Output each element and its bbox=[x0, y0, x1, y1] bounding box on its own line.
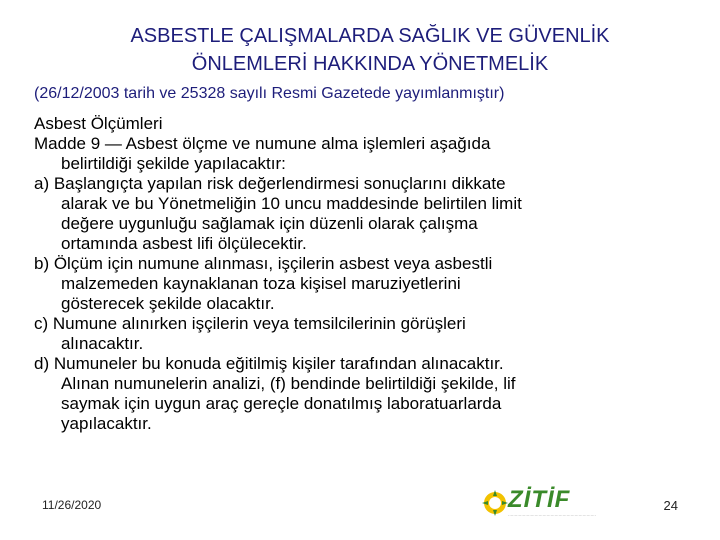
body-line: saymak için uygun araç gereçle donatılmış laboratuarlarda bbox=[61, 394, 502, 413]
slide-title-line-2: ÖNLEMLERİ HAKKINDA YÖNETMELİK bbox=[191, 53, 549, 75]
body-line: Asbest Ölçümleri bbox=[34, 114, 163, 133]
body-line: değere uygunluğu sağlamak için düzenli olarak çalışma bbox=[61, 214, 478, 233]
logo-tagline: ·································································· bbox=[508, 513, 596, 518]
body-line: alarak ve bu Yönetmeliğin 10 uncu maddesinde belirtilen limit bbox=[61, 194, 522, 213]
body-line: belirtildiği şekilde yapılacaktır: bbox=[61, 154, 286, 173]
body-line: malzemeden kaynaklanan toza kişisel maruziyetlerini bbox=[61, 274, 461, 293]
logo-emblem-icon bbox=[480, 488, 510, 518]
body-line: Madde 9 — Asbest ölçme ve numune alma işlemleri aşağıda bbox=[34, 134, 491, 153]
body-line: a) Başlangıçta yapılan risk değerlendirmesi sonuçlarını dikkate bbox=[34, 174, 506, 193]
body-line: ortamında asbest lifi ölçülecektir. bbox=[61, 234, 307, 253]
slide-title-line-1: ASBESTLE ÇALIŞMALARDA SAĞLIK VE GÜVENLİK bbox=[130, 25, 610, 47]
slide-title bbox=[60, 22, 680, 78]
body-line: Alınan numunelerin analizi, (f) bendinde belirtildiği şekilde, lif bbox=[61, 374, 516, 393]
ozitif-logo bbox=[480, 486, 628, 522]
footer-date: 11/26/2020 bbox=[42, 498, 102, 512]
slide-subtitle: (26/12/2003 tarih ve 25328 sayılı Resmi Gazetede yayımlanmıştır) bbox=[34, 85, 505, 102]
body-line: d) Numuneler bu konuda eğitilmiş kişiler tarafından alınacaktır. bbox=[34, 354, 504, 373]
slide-body bbox=[34, 114, 694, 434]
body-line: gösterecek şekilde olacaktır. bbox=[61, 294, 275, 313]
logo-wordmark: ZİTİF bbox=[508, 486, 571, 513]
body-line: c) Numune alınırken işçilerin veya temsilcilerinin görüşleri bbox=[34, 314, 466, 333]
body-line: b) Ölçüm için numune alınması, işçilerin asbest veya asbestli bbox=[34, 254, 493, 273]
page-number: 24 bbox=[663, 498, 678, 513]
body-line: yapılacaktır. bbox=[61, 414, 152, 433]
body-line: alınacaktır. bbox=[61, 334, 144, 353]
